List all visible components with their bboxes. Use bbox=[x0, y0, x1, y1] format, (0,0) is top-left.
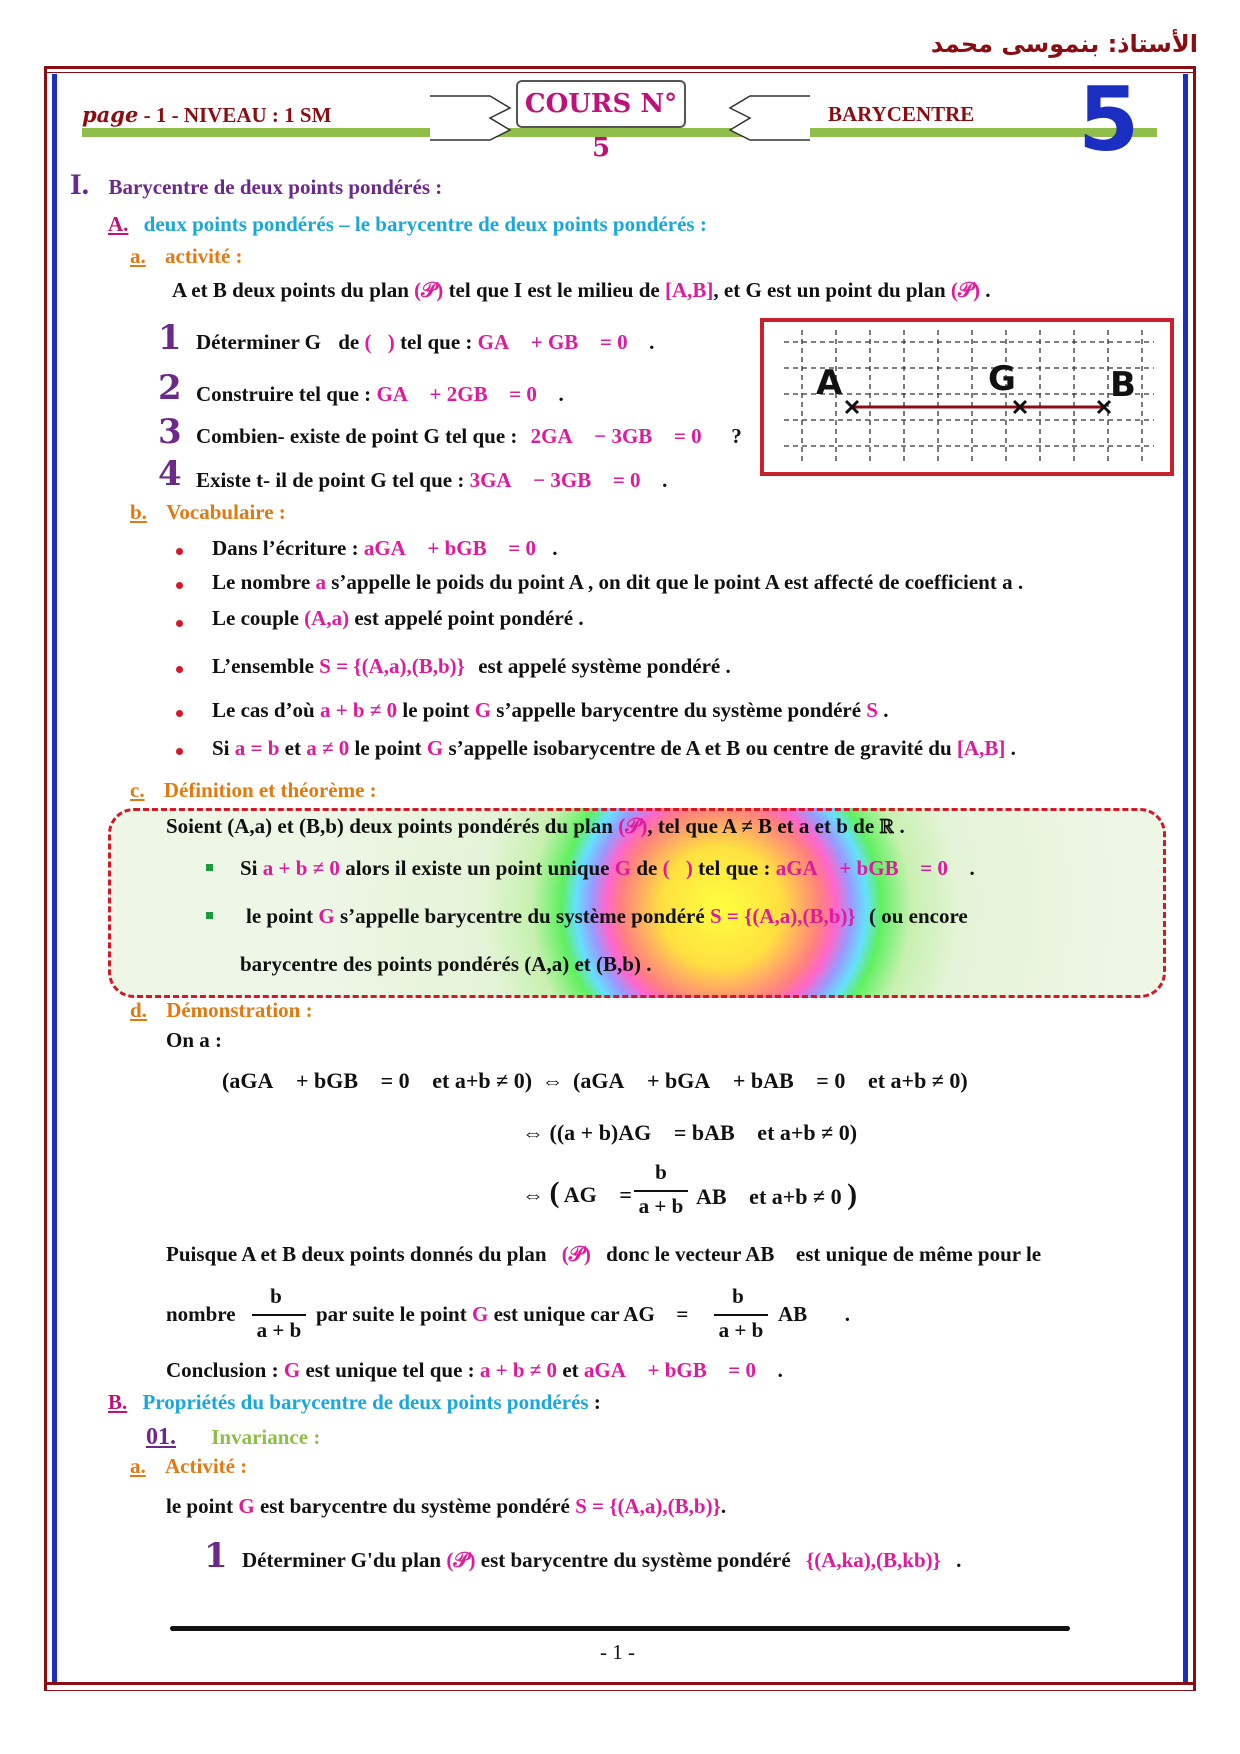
equivalent-icon: ⇔ bbox=[522, 1120, 544, 1145]
equivalence-2 bbox=[522, 1120, 857, 1146]
a-text: le point bbox=[166, 1494, 234, 1518]
condition: a + b ≠ 0 bbox=[262, 856, 340, 880]
fraction-den: a + b bbox=[718, 1318, 764, 1342]
demo-title: Démonstration : bbox=[166, 998, 313, 1022]
bottom-border-thin bbox=[44, 1690, 1196, 1691]
definition-title: Définition et théorème : bbox=[163, 778, 377, 802]
a-text: est barycentre du système pondéré bbox=[259, 1494, 570, 1518]
part-a-title: deux points pondérés – le barycentre de deux points pondérés : bbox=[143, 212, 707, 236]
e-expr: AB⃗ et a+b ≠ 0 bbox=[696, 1184, 842, 1209]
intro-text: G bbox=[745, 278, 762, 302]
bullet bbox=[176, 548, 183, 555]
question-number: 4 bbox=[158, 454, 182, 494]
activity2-question-1 bbox=[242, 1548, 961, 1573]
left-border bbox=[44, 66, 47, 1690]
page-label: page bbox=[82, 102, 139, 127]
v-text: s’appelle isobarycentre de bbox=[448, 736, 682, 760]
p-text: par suite le point bbox=[316, 1302, 467, 1326]
v-text: le point bbox=[354, 736, 422, 760]
condition: a = b bbox=[234, 736, 280, 760]
fraction-bar bbox=[634, 1190, 688, 1192]
v-text: L’ensemble bbox=[212, 654, 314, 678]
plane-p: (𝒫) bbox=[561, 1242, 591, 1266]
d-text: et bbox=[777, 814, 794, 838]
fraction-bar bbox=[252, 1314, 306, 1316]
vector-equation: GA⃗ + GB⃗ = 0⃗ bbox=[477, 330, 644, 354]
question-3 bbox=[196, 424, 742, 449]
vector-equation: aGA⃗ + bGB⃗ = 0⃗ bbox=[775, 856, 965, 880]
course-number-logo: 5 bbox=[1078, 68, 1140, 171]
v-text: Dans l’écriture : bbox=[212, 536, 359, 560]
v-text: A bbox=[764, 570, 779, 594]
bullet bbox=[176, 666, 183, 673]
left-border-blue bbox=[52, 74, 57, 1684]
plane-p: (𝒫) bbox=[446, 1548, 476, 1572]
activity2-title: Activité : bbox=[165, 1454, 248, 1478]
fraction-num: b bbox=[270, 1284, 282, 1308]
vocab-heading bbox=[130, 500, 286, 525]
v-text: A et B bbox=[685, 736, 741, 760]
fraction-num: b bbox=[655, 1160, 667, 1184]
vocab-line-6 bbox=[212, 736, 1016, 761]
a-text: est barycentre du système pondéré bbox=[480, 1548, 791, 1572]
vector-equation: 3GA⃗ − 3GB⃗ = 0⃗ bbox=[469, 468, 657, 492]
section-heading bbox=[70, 168, 442, 202]
vocab-line-4 bbox=[212, 654, 731, 679]
bottom-border bbox=[44, 1682, 1196, 1685]
q-text: tel que : bbox=[445, 424, 518, 448]
vector-ab: AB⃗ bbox=[745, 1242, 791, 1266]
footer-rule bbox=[170, 1626, 1070, 1631]
p-text: Puisque bbox=[166, 1242, 238, 1266]
d-text: (A,a) bbox=[524, 952, 570, 976]
bullet bbox=[176, 582, 183, 589]
q-text: Combien- existe de point bbox=[196, 424, 419, 448]
v-text: A bbox=[568, 570, 583, 594]
p-text: est unique de même pour le bbox=[795, 1242, 1042, 1266]
demo-paragraph-2-start bbox=[166, 1302, 236, 1327]
q-text: . bbox=[649, 330, 655, 354]
v-text: . bbox=[1017, 570, 1024, 594]
q-text: G bbox=[423, 424, 440, 448]
invariance-heading bbox=[146, 1424, 320, 1451]
point-g: G bbox=[238, 1494, 255, 1518]
page-level bbox=[82, 102, 331, 128]
vocab-line-1 bbox=[212, 536, 558, 561]
demo-ona: On a : bbox=[166, 1028, 223, 1052]
right-border-blue bbox=[1183, 74, 1188, 1684]
d-text: alors il existe un point unique bbox=[345, 856, 610, 880]
d-text: de ℝ bbox=[853, 814, 895, 838]
question-number: 2 bbox=[158, 368, 182, 408]
equivalent-icon: ⇔ bbox=[541, 1068, 564, 1093]
a-text: du plan bbox=[372, 1548, 442, 1572]
point-g: G bbox=[614, 856, 632, 880]
equivalent-icon: ⇔ bbox=[522, 1182, 544, 1207]
question-number: 1 bbox=[158, 318, 182, 358]
plane-p: (𝒫) bbox=[950, 278, 981, 302]
weighted-system: S = {(A,a),(B,b)} bbox=[575, 1494, 721, 1518]
vocab-line-3 bbox=[212, 606, 584, 631]
p-text: donc le vecteur bbox=[606, 1242, 742, 1266]
definition-letter: c. bbox=[130, 778, 145, 802]
c-text: et bbox=[562, 1358, 579, 1382]
d-text: ( ou encore bbox=[868, 904, 968, 928]
right-border bbox=[1193, 66, 1196, 1690]
vocab-letter: b. bbox=[130, 500, 147, 524]
invariance-title: Invariance : bbox=[211, 1425, 321, 1449]
course-badge: COURS N° 5 bbox=[516, 80, 686, 128]
point-label-a: A bbox=[816, 363, 843, 403]
demo-heading bbox=[130, 998, 313, 1023]
weighted-system: S = {(A,a),(B,b)} bbox=[709, 904, 856, 928]
invariance-number: 01. bbox=[146, 1424, 176, 1450]
part-a-heading bbox=[108, 212, 707, 237]
vector-ab: AB⃗ bbox=[778, 1302, 824, 1326]
d-text: et bbox=[574, 952, 591, 976]
v-text: le point bbox=[402, 698, 470, 722]
v-text: a bbox=[1002, 570, 1013, 594]
e-expr: (aGA⃗ + bGB⃗ = 0⃗ et a+b ≠ 0) bbox=[222, 1068, 533, 1093]
v-text: s’appelle barycentre du système pondéré bbox=[496, 698, 862, 722]
intro-text: , et bbox=[713, 278, 741, 302]
demo-paragraph-2-end bbox=[778, 1302, 850, 1327]
v-text: . bbox=[1010, 736, 1016, 760]
question-1 bbox=[196, 330, 654, 355]
d-text: (B,b) bbox=[596, 952, 641, 976]
bullet bbox=[176, 710, 183, 717]
v-text: est appelé point pondéré . bbox=[354, 606, 584, 630]
d-text: a et b bbox=[798, 814, 848, 838]
definition-line-1 bbox=[166, 814, 905, 839]
grid-figure bbox=[760, 318, 1174, 476]
d-text: Soient bbox=[166, 814, 223, 838]
system-s: S bbox=[866, 698, 878, 722]
v-text: ou centre de gravité du bbox=[745, 736, 952, 760]
v-text: , on dit que le point bbox=[587, 570, 761, 594]
v-text: . bbox=[883, 698, 889, 722]
v-text: Si bbox=[212, 736, 230, 760]
q-text: G bbox=[370, 468, 387, 492]
weight-a: a bbox=[315, 570, 326, 594]
d-text: . bbox=[899, 814, 905, 838]
v-text: . bbox=[552, 536, 558, 560]
point-g: G bbox=[474, 698, 492, 722]
p-text: . bbox=[844, 1302, 851, 1326]
bullet bbox=[176, 748, 183, 755]
d-text: (A,a) bbox=[227, 814, 273, 838]
activity-letter: a. bbox=[130, 244, 146, 268]
intro-text: tel que bbox=[448, 278, 509, 302]
equivalence-3-rest bbox=[696, 1178, 857, 1212]
part-a-letter: A. bbox=[108, 212, 129, 236]
v-text: est appelé système pondéré . bbox=[478, 654, 731, 678]
d-text: le point bbox=[246, 904, 314, 928]
activity2-heading bbox=[130, 1454, 247, 1479]
part-b-title: Propriétés du barycentre de deux points pondérés bbox=[142, 1390, 589, 1414]
q-text: . bbox=[558, 382, 564, 406]
question-2 bbox=[196, 382, 564, 407]
q-text: tel que : bbox=[400, 330, 473, 354]
point-label-g: G bbox=[988, 359, 1016, 399]
activity2-line-1 bbox=[166, 1494, 726, 1519]
definition-line-4 bbox=[240, 952, 651, 977]
square-bullet bbox=[206, 864, 213, 871]
d-text: tel que : bbox=[698, 856, 771, 880]
niveau: NIVEAU : 1 SM bbox=[183, 103, 332, 127]
condition: a ≠ 0 bbox=[306, 736, 350, 760]
q-text: Construire tel que : bbox=[196, 382, 372, 406]
d-text: et bbox=[277, 814, 294, 838]
paren: ) bbox=[847, 1178, 858, 1211]
v-text: Le nombre bbox=[212, 570, 311, 594]
p-text: AG⃗ = bbox=[623, 1302, 689, 1326]
point-g: G bbox=[471, 1302, 489, 1326]
definition-line-3 bbox=[246, 904, 968, 929]
top-border bbox=[44, 66, 1196, 69]
point-label-b: B bbox=[1110, 365, 1136, 405]
plane-p: (𝒫) bbox=[364, 330, 395, 354]
condition: a + b ≠ 0 bbox=[479, 1358, 558, 1382]
a-text: Déterminer bbox=[242, 1548, 346, 1572]
d-text: . bbox=[969, 856, 975, 880]
vector-equation: GA⃗ + 2GB⃗ = 0⃗ bbox=[376, 382, 554, 406]
intro-text: I est le milieu de bbox=[513, 278, 660, 302]
segment-ab: [A,B] bbox=[664, 278, 714, 302]
d-text: de bbox=[636, 856, 658, 880]
vector-equation: 2GA⃗ − 3GB⃗ = 0⃗ bbox=[530, 424, 718, 448]
question-number: 1 bbox=[204, 1536, 228, 1576]
top-border-thin bbox=[44, 72, 1196, 73]
chapter-title: BARYCENTRE bbox=[828, 102, 975, 126]
activity-intro bbox=[172, 278, 991, 303]
part-b-letter: B. bbox=[108, 1390, 128, 1414]
section-title: Barycentre de deux points pondérés : bbox=[108, 175, 443, 199]
weighted-system: S = {(A,a),(B,b)} bbox=[319, 654, 465, 678]
fraction-den: a + b bbox=[638, 1194, 684, 1218]
definition-heading bbox=[130, 778, 377, 803]
v-text: et bbox=[284, 736, 301, 760]
plane-p: (𝒫) bbox=[414, 278, 444, 302]
d-text: (B,b) bbox=[299, 814, 344, 838]
a-text: G' bbox=[350, 1548, 373, 1572]
teacher-name: الأستاذ: بنموسى محمد bbox=[930, 30, 1198, 58]
d-text: s’appelle barycentre du système pondéré bbox=[339, 904, 705, 928]
q-text: . bbox=[662, 468, 668, 492]
point-g: G bbox=[283, 1358, 301, 1382]
condition: a + b ≠ 0 bbox=[319, 698, 398, 722]
e-expr: ((a + b)AG⃗ = bAB⃗ et a+b ≠ 0) bbox=[549, 1120, 858, 1145]
d-text: deux points pondérés du plan bbox=[349, 814, 613, 838]
part-b-colon: : bbox=[593, 1390, 601, 1414]
activity-title: activité : bbox=[165, 244, 243, 268]
v-text: s’appelle le poids du point bbox=[331, 570, 565, 594]
vocab-line-2 bbox=[212, 570, 1023, 595]
vector-equation: aGA⃗ + bGB⃗ = 0⃗ bbox=[583, 1358, 773, 1382]
d-text: barycentre des points pondérés bbox=[240, 952, 520, 976]
demo-letter: d. bbox=[130, 998, 147, 1022]
plane-p: (𝒫) bbox=[662, 856, 693, 880]
segment-ab: [A,B] bbox=[956, 736, 1006, 760]
e-expr: AG⃗ = bbox=[563, 1182, 632, 1207]
fraction-bar bbox=[714, 1314, 768, 1316]
demo-paragraph-2-mid bbox=[316, 1302, 688, 1327]
c-text: . bbox=[777, 1358, 783, 1382]
a-text: . bbox=[720, 1494, 727, 1518]
fraction-num: b bbox=[732, 1284, 744, 1308]
d-text: , tel que bbox=[647, 814, 718, 838]
demo-conclusion bbox=[166, 1358, 783, 1383]
q-text: Existe t- il de point bbox=[196, 468, 366, 492]
v-text: Le cas d’où bbox=[212, 698, 315, 722]
q-text: Déterminer G bbox=[196, 330, 321, 354]
part-b-heading bbox=[108, 1390, 601, 1415]
p-text: deux points donnés du plan bbox=[301, 1242, 547, 1266]
d-text: Si bbox=[240, 856, 258, 880]
equivalence-1 bbox=[222, 1068, 968, 1094]
c-text: Conclusion : bbox=[166, 1358, 279, 1382]
vocab-line-5 bbox=[212, 698, 888, 723]
intro-text: deux points du plan bbox=[232, 278, 409, 302]
c-text: est unique tel que : bbox=[305, 1358, 475, 1382]
d-text: A ≠ B bbox=[722, 814, 773, 838]
intro-text: est un point du plan bbox=[767, 278, 946, 302]
square-bullet bbox=[206, 912, 213, 919]
activity-heading bbox=[130, 244, 243, 269]
page-number: - 1 - bbox=[143, 103, 179, 127]
bullet bbox=[176, 620, 183, 627]
p-text: nombre bbox=[166, 1302, 236, 1326]
paren: ( bbox=[549, 1176, 560, 1209]
a-text: . bbox=[956, 1548, 962, 1572]
v-text: Le couple bbox=[212, 606, 299, 630]
weighted-system: {(A,ka),(B,kb)} bbox=[805, 1548, 941, 1572]
fraction-den: a + b bbox=[256, 1318, 302, 1342]
definition-line-2 bbox=[240, 856, 975, 881]
p-text: est unique car bbox=[493, 1302, 620, 1326]
demo-paragraph-1 bbox=[166, 1242, 1041, 1267]
q-text: de bbox=[338, 330, 360, 354]
vector-equation: aGA⃗ + bGB⃗ = 0⃗ bbox=[363, 536, 553, 560]
point-g: G bbox=[318, 904, 335, 928]
d-text: . bbox=[646, 952, 652, 976]
q-text: tel que : bbox=[392, 468, 465, 492]
intro-text: . bbox=[985, 278, 991, 302]
question-number: 3 bbox=[158, 412, 182, 452]
plane-p: (𝒫) bbox=[618, 814, 648, 838]
p-text: A et B bbox=[241, 1242, 297, 1266]
point-g: G bbox=[426, 736, 444, 760]
equivalence-3 bbox=[522, 1176, 632, 1210]
page-footer-number: - 1 - bbox=[600, 1640, 635, 1664]
grid-figure-svg bbox=[764, 322, 1170, 472]
intro-text: A et B bbox=[172, 278, 227, 302]
weighted-point: (A,a) bbox=[304, 606, 350, 630]
section-numeral: I. bbox=[70, 168, 90, 201]
question-4 bbox=[196, 468, 667, 493]
v-text: est affecté de coefficient bbox=[784, 570, 997, 594]
activity2-letter: a. bbox=[130, 1454, 146, 1478]
vocab-title: Vocabulaire : bbox=[166, 500, 286, 524]
e-expr: (aGA⃗ + bGA⃗ + bAB⃗ = 0⃗ et a+b ≠ 0) bbox=[573, 1068, 968, 1093]
q-text: ? bbox=[731, 424, 742, 448]
